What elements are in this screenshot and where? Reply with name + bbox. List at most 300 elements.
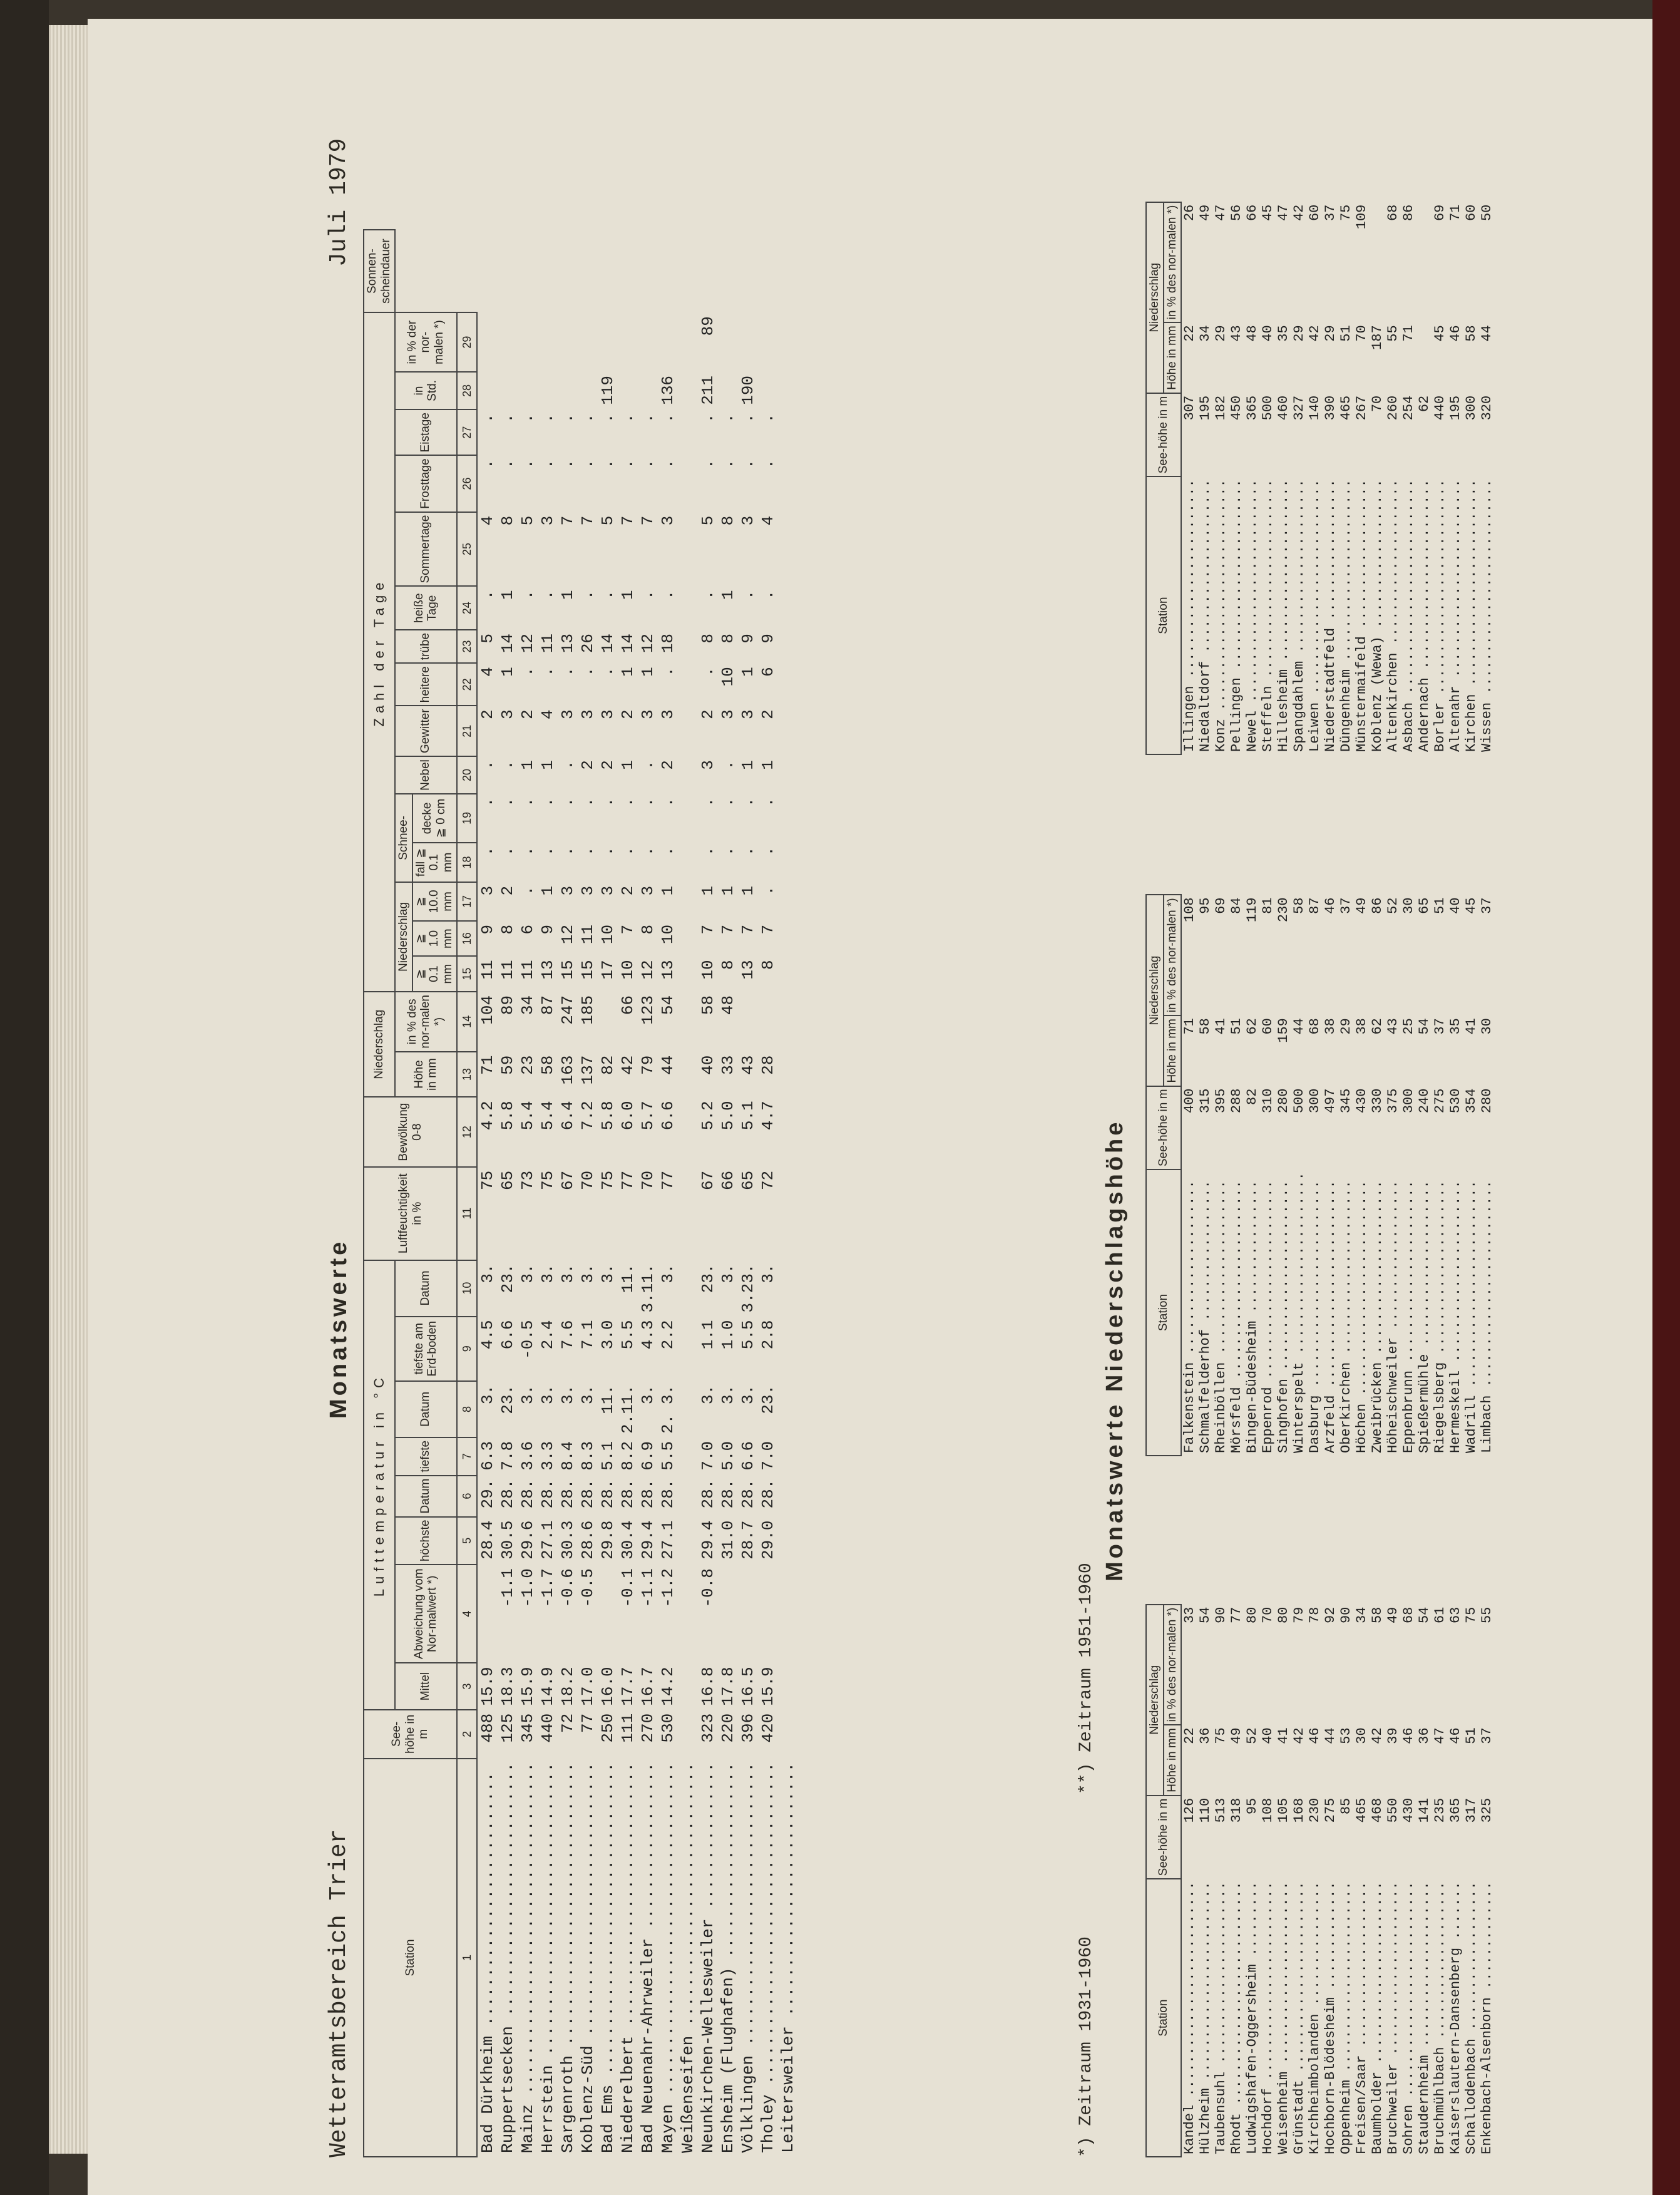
table-cell: . — [759, 459, 778, 470]
table-row — [1432, 1605, 1448, 2157]
scanned-page — [88, 19, 1652, 2195]
station-name: Bad Dürkheim .......................... — [478, 1772, 498, 2153]
table-row — [1213, 1605, 1229, 2157]
table-cell: 119 — [1244, 897, 1260, 923]
station-name: Kaiserslautern-Dansenberg ....... — [1447, 1881, 1463, 2154]
table-cell: 500 — [1259, 395, 1276, 421]
table-cell: 80 — [1244, 1606, 1260, 1624]
table-cell: 2.4 — [538, 1320, 558, 1350]
col-number: 20 — [457, 756, 477, 794]
station-name: Konz ............................ — [1212, 479, 1229, 752]
table-cell: 36 — [1197, 1727, 1213, 1744]
table-cell: 5.2 — [699, 1101, 718, 1131]
table-cell — [778, 1381, 798, 1437]
th-prozent: in % des nor-malen *) — [1164, 202, 1181, 323]
table-cell: 11 — [538, 633, 558, 654]
table-cell: . — [658, 459, 678, 470]
table-cell: 26 — [1181, 204, 1197, 222]
table-cell — [778, 1663, 798, 1709]
table-cell — [678, 1437, 698, 1476]
table-cell: 5.0 — [719, 1441, 738, 1471]
table-cell: 7 — [739, 924, 758, 935]
table-cell: 365 — [1244, 395, 1260, 421]
table-cell: 4.5 — [478, 1320, 498, 1350]
table-cell — [678, 843, 698, 882]
table-cell: 3. — [699, 1384, 718, 1405]
table-row — [638, 230, 658, 2157]
table-cell: 400 — [1181, 1088, 1197, 1114]
table-cell: 77 — [658, 1170, 678, 1191]
table-cell: . — [558, 459, 578, 470]
table-row — [1197, 202, 1213, 754]
table-cell: -1.7 — [538, 1568, 558, 1608]
table-cell: 60 — [1463, 204, 1479, 222]
table-cell: 51 — [1432, 897, 1448, 914]
table-cell: 3 — [739, 515, 758, 526]
table-cell: 3. — [598, 1263, 618, 1283]
table-cell: 5.7 — [638, 1101, 658, 1131]
table-cell: . — [719, 459, 738, 470]
table-cell: 40 — [1259, 1727, 1276, 1744]
th-prozent: in % des nor-malen *) — [1164, 895, 1181, 1015]
table-row — [1229, 1605, 1244, 2157]
table-cell: 39 — [1385, 1727, 1401, 1744]
station-name: Mayen .................................. — [658, 1762, 678, 2153]
col-number: 22 — [457, 663, 477, 706]
table-cell: 9 — [739, 633, 758, 644]
table-cell: 327 — [1291, 395, 1307, 421]
table-cell: 125 — [498, 1713, 518, 1743]
table-cell — [738, 992, 758, 1052]
table-cell: . — [498, 797, 518, 808]
table-cell: 3.0 — [598, 1320, 618, 1350]
table-cell: 46 — [1306, 1727, 1323, 1744]
table-cell: . — [578, 590, 598, 600]
table-cell: 254 — [1400, 395, 1416, 421]
table-cell — [618, 312, 638, 372]
table-cell: . — [538, 590, 558, 600]
table-cell: 71 — [1447, 204, 1463, 222]
table-cell: 4 — [538, 709, 558, 719]
table-cell: 5.1 — [739, 1101, 758, 1131]
station-name: Arzfeld ......................... — [1322, 1180, 1338, 1453]
table-cell: 235 — [1432, 1797, 1448, 1823]
table-cell: 108 — [1181, 897, 1197, 923]
station-name: Grünstadt ....................... — [1291, 1881, 1307, 2154]
table-row — [1260, 895, 1276, 1456]
table-cell: 2 — [759, 709, 778, 719]
table-cell: 11. — [618, 1263, 638, 1293]
table-cell: 28 — [759, 1055, 778, 1075]
table-cell: 14.2 — [658, 1667, 678, 1706]
table-cell: 7 — [759, 924, 778, 935]
station-name: Riegelsberg ..................... — [1432, 1180, 1448, 1453]
station-name: Dasburg ......................... — [1306, 1180, 1323, 1453]
table-cell — [638, 372, 658, 409]
table-cell: 500 — [1291, 1088, 1307, 1114]
th-group-niederschlag: Niederschlag — [364, 992, 395, 1098]
table-cell: 65 — [1416, 897, 1432, 914]
station-name: Völklingen ............................. — [739, 1762, 758, 2153]
table-cell: 95 — [1244, 1797, 1260, 1815]
table-cell — [638, 312, 658, 372]
table-cell: 66 — [719, 1170, 738, 1191]
table-row — [1276, 895, 1291, 1456]
table-cell: 5.1 — [598, 1441, 618, 1471]
table-cell: 1 — [498, 590, 518, 600]
table-cell: 78 — [1306, 1606, 1323, 1624]
station-name: Pellingen ....................... — [1228, 479, 1244, 752]
table-cell: 70 — [638, 1170, 658, 1191]
table-row — [498, 230, 518, 2157]
table-cell: 2. 3. — [658, 1384, 678, 1434]
precip-table-3 — [1145, 202, 1495, 755]
table-cell — [678, 512, 698, 587]
table-cell: 270 — [638, 1713, 658, 1743]
table-cell: 12 — [638, 633, 658, 654]
station-name: Schallodenbach .................. — [1463, 1881, 1479, 2154]
table-cell: 318 — [1228, 1797, 1244, 1823]
table-cell — [778, 1710, 798, 1759]
th-sonne-prozent: in % der nor-malen *) — [395, 312, 457, 372]
station-name: Wadrill ......................... — [1463, 1180, 1479, 1453]
table-cell: 71 — [1400, 325, 1416, 342]
station-name: Baumholder ...................... — [1369, 1881, 1385, 2154]
table-row — [1276, 202, 1291, 754]
table-cell: 3 — [538, 515, 558, 526]
th-datum2: Datum — [395, 1381, 457, 1437]
table-row — [1354, 1605, 1370, 2157]
table-cell: 2.11. — [618, 1384, 638, 1434]
station-name: Tholey ................................. — [759, 1762, 778, 2153]
table-cell: 105 — [1275, 1797, 1291, 1823]
table-cell: 69 — [1432, 204, 1448, 222]
table-cell: 119 — [598, 375, 618, 405]
table-cell: 497 — [1322, 1088, 1338, 1114]
table-row — [1354, 895, 1370, 1456]
table-cell: 37 — [1478, 897, 1495, 914]
table-cell: 5.4 — [518, 1101, 538, 1131]
precip-table-2 — [1145, 894, 1495, 1456]
table-row — [1291, 202, 1307, 754]
table-cell: 1 — [739, 760, 758, 770]
table-row — [598, 230, 618, 2157]
table-cell: . — [518, 846, 538, 856]
th-nebel: Nebel — [395, 756, 457, 794]
table-cell — [678, 630, 698, 663]
th-group-niederschlag: Niederschlag — [1146, 895, 1164, 1086]
table-cell: 15.9 — [518, 1667, 538, 1706]
table-cell: 1 — [719, 885, 738, 896]
table-cell: 104 — [478, 995, 498, 1025]
table-row — [1244, 202, 1260, 754]
table-cell — [718, 372, 738, 409]
table-cell: 16.5 — [739, 1667, 758, 1706]
table-cell: 5 — [598, 515, 618, 526]
table-cell — [538, 372, 558, 409]
th-station: Station — [1146, 476, 1181, 754]
col-number: 17 — [457, 882, 477, 921]
table-cell: . — [498, 413, 518, 423]
table-cell: 1.0 — [719, 1320, 738, 1350]
col-number: 11 — [457, 1167, 477, 1260]
table-cell: 10 — [719, 667, 738, 687]
table-cell: 220 — [719, 1713, 738, 1743]
table-cell: 28.4 — [478, 1520, 498, 1560]
table-cell: -0.5 — [518, 1320, 538, 1359]
th-group-sonne: Sonnen-scheindauer — [364, 230, 395, 312]
table-cell: 41 — [1463, 1018, 1479, 1035]
table-cell — [678, 1476, 698, 1517]
table-row — [1181, 895, 1197, 1456]
table-cell: 460 — [1275, 395, 1291, 421]
table-row — [1448, 202, 1463, 754]
table-cell: . — [739, 797, 758, 808]
th-schneefall: fall ≧ 0.1 mm — [412, 843, 458, 882]
table-cell — [778, 409, 798, 455]
table-cell: 28.6 — [578, 1520, 598, 1560]
table-cell: 29. — [478, 1479, 498, 1509]
table-cell: 45 — [1432, 325, 1448, 342]
table-row — [1385, 202, 1401, 754]
footnote-2: **) Zeitraum 1951-1960 — [1077, 1563, 1096, 1794]
table-cell — [778, 512, 798, 587]
table-row — [518, 230, 538, 2157]
table-cell: 465 — [1353, 1797, 1370, 1823]
table-cell — [678, 992, 698, 1052]
col-number: 21 — [457, 706, 477, 756]
table-cell: 44 — [1478, 325, 1495, 342]
station-name: Zweibrücken ..................... — [1369, 1180, 1385, 1453]
station-name: Koblenz-Süd ............................ — [578, 1762, 598, 2153]
table-cell: 44 — [658, 1055, 678, 1075]
table-cell: 13 — [538, 960, 558, 980]
table-cell: 75 — [598, 1170, 618, 1191]
table-cell: . — [638, 797, 658, 808]
table-cell: . — [558, 413, 578, 423]
table-cell: 25 — [1400, 1018, 1416, 1035]
book-binding — [0, 0, 49, 2195]
table-cell — [778, 956, 798, 991]
th-station: Station — [1146, 1879, 1181, 2157]
table-cell: 29 — [1322, 325, 1338, 342]
table-cell: . — [638, 846, 658, 856]
th-bewoelkung: Bewölkung 0-8 — [364, 1097, 457, 1166]
col-number: 5 — [457, 1517, 477, 1565]
table-cell — [678, 1052, 698, 1098]
station-name: Freisen/Saar .................... — [1353, 1881, 1370, 2154]
table-cell: 11 — [518, 960, 538, 980]
table-cell: 81 — [1259, 897, 1276, 914]
th-ns10: ≧ 1.0 mm — [412, 921, 458, 956]
th-heisse: heiße Tage — [395, 587, 457, 630]
table-cell: 14 — [618, 633, 638, 654]
table-cell: 4 — [759, 515, 778, 526]
station-name: Hochborn-Blödesheim ............. — [1322, 1881, 1338, 2154]
table-cell: 90 — [1212, 1606, 1229, 1624]
table-cell: 89 — [699, 316, 718, 336]
table-cell — [558, 372, 578, 409]
station-name: Höheischweiler .................. — [1385, 1180, 1401, 1453]
station-name: Höchen .......................... — [1353, 1180, 1370, 1453]
table-row — [1479, 1605, 1495, 2157]
table-row — [1432, 202, 1448, 754]
table-cell — [658, 312, 678, 372]
table-cell: 330 — [1369, 1088, 1385, 1114]
station-name: Oberkirchen ..................... — [1338, 1180, 1354, 1453]
table-cell: 11 — [498, 960, 518, 980]
table-cell — [778, 372, 798, 409]
table-cell: . — [578, 459, 598, 470]
table-cell: 7 — [558, 515, 578, 526]
th-seehoehe: See-höhe in m — [1146, 1086, 1181, 1170]
table-cell: 3 — [498, 709, 518, 719]
table-cell: 280 — [1275, 1088, 1291, 1114]
table-cell: . — [658, 667, 678, 677]
table-cell: 390 — [1322, 395, 1338, 421]
table-cell: 82 — [1244, 1088, 1260, 1105]
table-cell: 3 — [658, 709, 678, 719]
table-cell — [678, 956, 698, 991]
table-cell: 320 — [1478, 395, 1495, 421]
table-cell: . — [618, 413, 638, 423]
table-cell: 23. — [759, 1384, 778, 1414]
table-cell: 63 — [1447, 1606, 1463, 1624]
table-cell — [778, 882, 798, 921]
table-cell: 90 — [1338, 1606, 1354, 1624]
th-ns-hoehe: Höhe in mm — [395, 1052, 457, 1098]
col-number: 2 — [457, 1710, 477, 1759]
table-cell — [778, 1517, 798, 1565]
table-cell: 1 — [618, 667, 638, 677]
table-cell: 1 — [538, 885, 558, 896]
th-truebe: trübe — [395, 630, 457, 663]
table-cell: 13 — [558, 633, 578, 654]
table-cell: 27.1 — [538, 1520, 558, 1560]
table-cell: 80 — [1275, 1606, 1291, 1624]
table-cell: 7 — [578, 515, 598, 526]
table-cell: 247 — [558, 995, 578, 1025]
station-name: Niedaltdorf ..................... — [1197, 479, 1213, 752]
table-cell: 3. — [478, 1384, 498, 1405]
table-cell — [778, 587, 798, 630]
table-cell: 33 — [1181, 1606, 1197, 1624]
table-cell: 1 — [739, 885, 758, 896]
table-row — [1323, 202, 1338, 754]
table-cell: 62 — [1416, 395, 1432, 413]
table-cell: 6 — [759, 667, 778, 677]
table-row — [1229, 895, 1244, 1456]
table-cell: 195 — [1447, 395, 1463, 421]
table-cell: 15.9 — [759, 1667, 778, 1706]
table-cell: 23. — [498, 1384, 518, 1414]
table-cell: 3 — [658, 515, 678, 526]
table-cell: 3. — [739, 1384, 758, 1405]
table-row — [1401, 202, 1416, 754]
table-cell: 137 — [578, 1055, 598, 1085]
table-cell: 22 — [1181, 1727, 1197, 1744]
table-cell — [778, 843, 798, 882]
table-cell — [678, 921, 698, 956]
station-name: Altenahr ........................ — [1447, 479, 1463, 752]
table-cell: 73 — [518, 1170, 538, 1191]
table-row — [1370, 1605, 1385, 2157]
table-cell — [778, 1565, 798, 1663]
station-name: Ruppertsecken .......................... — [498, 1762, 518, 2153]
table-cell: 7.6 — [558, 1320, 578, 1350]
table-cell — [477, 1565, 498, 1663]
table-cell — [518, 372, 538, 409]
table-cell: . — [699, 846, 718, 856]
table-cell: 315 — [1197, 1088, 1213, 1114]
table-cell: . — [759, 846, 778, 856]
col-number: 15 — [457, 956, 477, 991]
col-number: 8 — [457, 1381, 477, 1437]
col-number: 1 — [457, 1759, 477, 2157]
table-row — [618, 230, 638, 2157]
table-cell: . — [498, 760, 518, 770]
table-cell: 8 — [699, 633, 718, 644]
table-cell: 190 — [739, 375, 758, 405]
table-cell: 1 — [739, 667, 758, 677]
table-cell: 4.7 — [759, 1101, 778, 1131]
table-cell: 1.1 — [699, 1320, 718, 1350]
col-number: 24 — [457, 587, 477, 630]
table-cell: 30.3 — [558, 1520, 578, 1560]
table-cell: 34 — [1197, 325, 1213, 342]
station-name: Asbach .......................... — [1400, 479, 1416, 752]
table-cell: -1.1 — [498, 1568, 518, 1608]
table-cell: . — [578, 667, 598, 677]
station-name: Rhodt ........................... — [1228, 1881, 1244, 2154]
table-cell — [778, 1260, 798, 1317]
station-name: Taubensuhl ...................... — [1212, 1881, 1229, 2154]
table-cell: 40 — [1447, 897, 1463, 914]
table-row — [1370, 895, 1385, 1456]
table-cell: 7 — [618, 924, 638, 935]
station-name: Leiwen .......................... — [1306, 479, 1323, 752]
table-cell: 13 — [658, 960, 678, 980]
table-row — [1307, 1605, 1323, 2157]
table-cell: 5.0 — [719, 1101, 738, 1131]
table-cell: 45 — [1259, 204, 1276, 222]
table-row — [1338, 895, 1354, 1456]
table-cell: 12 — [638, 960, 658, 980]
table-row — [1260, 202, 1276, 754]
table-cell: . — [598, 413, 618, 423]
table-cell: 5 — [478, 633, 498, 644]
table-cell: . — [538, 413, 558, 423]
table-cell — [778, 1052, 798, 1098]
table-cell — [678, 706, 698, 756]
table-cell: 29 — [1291, 325, 1307, 342]
table-cell — [498, 372, 518, 409]
table-cell — [678, 1517, 698, 1565]
table-cell: 47 — [1212, 204, 1229, 222]
table-cell: 1 — [538, 760, 558, 770]
adjacent-page-edge — [1652, 0, 1680, 2195]
header-right: Juli 1979 — [325, 138, 352, 267]
table-cell — [678, 1381, 698, 1437]
table-cell — [1416, 322, 1432, 393]
station-name: Rheinböllen ..................... — [1212, 1180, 1229, 1453]
table-cell: . — [719, 797, 738, 808]
station-name: Hermeskeil ...................... — [1447, 1180, 1463, 1453]
table-cell: 44 — [1291, 1018, 1307, 1035]
table-cell — [778, 921, 798, 956]
table-row — [1197, 895, 1213, 1456]
col-number: 16 — [457, 921, 477, 956]
